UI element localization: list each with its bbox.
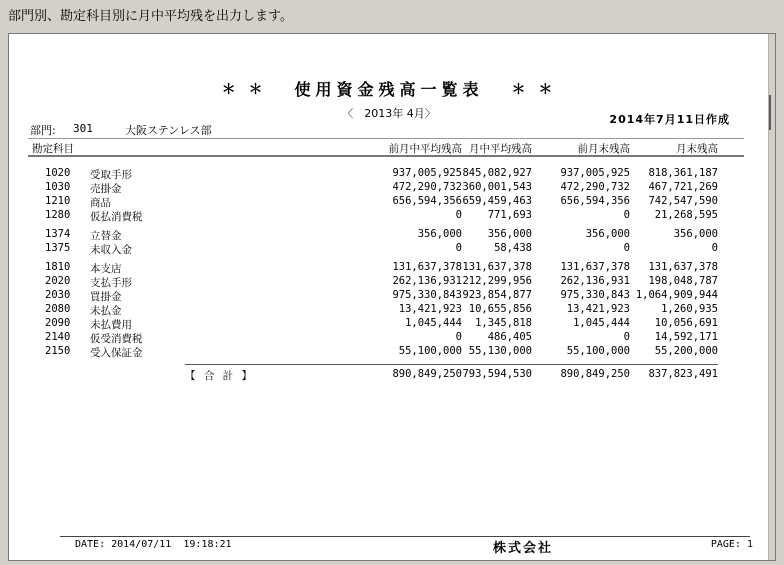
prev-month-end-balance: 0 xyxy=(623,242,630,254)
prev-month-avg-balance: 1,045,444 xyxy=(405,317,462,329)
prev-month-end-balance: 472,290,732 xyxy=(560,181,630,193)
prev-month-end-balance: 262,136,931 xyxy=(560,275,630,287)
account-code: 1810 xyxy=(45,261,71,273)
prev-month-end-balance: 1,045,444 xyxy=(573,317,630,329)
prev-month-avg-balance: 131,637,378 xyxy=(392,261,462,273)
month-avg-balance: 356,000 xyxy=(487,228,532,240)
month-end-balance: 356,000 xyxy=(673,228,718,240)
account-name: 未払金 xyxy=(90,305,122,317)
table-row xyxy=(10,167,768,181)
header-top-rule xyxy=(28,138,744,139)
prev-month-avg-balance: 262,136,931 xyxy=(392,275,462,287)
month-end-balance: 1,064,909,944 xyxy=(635,289,718,301)
prev-month-avg-balance: 0 xyxy=(455,242,462,254)
month-avg-balance: 1,345,818 xyxy=(475,317,532,329)
prev-month-avg-balance: 0 xyxy=(455,331,462,343)
month-end-balance: 467,721,269 xyxy=(648,181,718,193)
department-code: 301 xyxy=(73,122,93,135)
table-body xyxy=(10,167,768,359)
prev-month-avg-balance: 937,005,925 xyxy=(392,167,462,179)
month-end-balance: 1,260,935 xyxy=(661,303,718,315)
footer-rule xyxy=(60,536,750,537)
report-title-row xyxy=(10,77,768,100)
account-code: 2150 xyxy=(45,345,71,357)
account-name: 未収入金 xyxy=(90,244,132,256)
account-code: 1374 xyxy=(45,228,71,240)
table-row xyxy=(10,242,768,256)
prev-month-avg-balance: 656,594,356 xyxy=(392,195,462,207)
account-name: 仮受消費税 xyxy=(90,333,143,345)
footer-date: DATE: 2014/07/11 19:18:21 xyxy=(75,539,232,550)
month-avg-balance: 131,637,378 xyxy=(462,261,532,273)
prev-month-end-balance: 0 xyxy=(623,331,630,343)
footer-company: 株式会社 xyxy=(493,541,554,556)
account-name: 受入保証金 xyxy=(90,347,143,359)
total-prev-month-end: 890,849,250 xyxy=(560,368,630,380)
month-avg-balance: 360,001,543 xyxy=(462,181,532,193)
month-avg-balance: 659,459,463 xyxy=(462,195,532,207)
title-stars-left: ＊ ＊ xyxy=(221,81,267,98)
prev-month-end-balance: 0 xyxy=(623,209,630,221)
month-avg-balance: 923,854,877 xyxy=(462,289,532,301)
account-code: 1020 xyxy=(45,167,71,179)
month-end-balance: 131,637,378 xyxy=(648,261,718,273)
account-name: 受取手形 xyxy=(90,169,132,181)
account-code: 2080 xyxy=(45,303,71,315)
account-name: 未払費用 xyxy=(90,319,132,331)
account-name: 本支店 xyxy=(90,263,122,275)
table-row xyxy=(10,261,768,275)
report-page xyxy=(10,35,768,559)
prev-month-avg-balance: 975,330,843 xyxy=(392,289,462,301)
prev-month-end-balance: 356,000 xyxy=(585,228,630,240)
account-name: 売掛金 xyxy=(90,183,122,195)
month-avg-balance: 10,655,856 xyxy=(468,303,532,315)
prev-month-avg-balance: 55,100,000 xyxy=(398,345,462,357)
month-avg-balance: 486,405 xyxy=(487,331,532,343)
account-code: 1280 xyxy=(45,209,71,221)
table-row xyxy=(10,181,768,195)
account-name: 仮払消費税 xyxy=(90,211,143,223)
column-header-month-avg: 月中平均残高 xyxy=(469,143,532,155)
month-avg-balance: 58,438 xyxy=(494,242,532,254)
footer-page: PAGE: 1 xyxy=(710,539,753,550)
prev-month-end-balance: 656,594,356 xyxy=(560,195,630,207)
month-end-balance: 0 xyxy=(711,242,718,254)
month-end-balance: 198,048,787 xyxy=(648,275,718,287)
month-end-balance: 21,268,595 xyxy=(654,209,718,221)
table-header-row xyxy=(10,141,768,155)
month-avg-balance: 845,082,927 xyxy=(462,167,532,179)
report-title: 使用資金残高一覧表 xyxy=(294,80,484,99)
title-stars-right: ＊ ＊ xyxy=(511,81,557,98)
account-code: 2030 xyxy=(45,289,71,301)
prev-month-avg-balance: 13,421,923 xyxy=(398,303,462,315)
header-bottom-rule xyxy=(28,155,744,157)
account-code: 2020 xyxy=(45,275,71,287)
column-header-prev-month-end: 前月末残高 xyxy=(577,143,630,155)
total-month-avg: 793,594,530 xyxy=(462,368,532,380)
column-header-account: 勘定科目 xyxy=(32,143,74,155)
month-end-balance: 55,200,000 xyxy=(654,345,718,357)
account-code: 1210 xyxy=(45,195,71,207)
column-header-prev-month-avg: 前月中平均残高 xyxy=(388,143,462,155)
created-date: 2014年7月11日作成 xyxy=(609,113,730,126)
month-avg-balance: 212,299,956 xyxy=(462,275,532,287)
prev-month-end-balance: 975,330,843 xyxy=(560,289,630,301)
account-code: 1030 xyxy=(45,181,71,193)
prev-month-avg-balance: 0 xyxy=(455,209,462,221)
page-side-gap xyxy=(768,34,775,560)
table-row xyxy=(10,228,768,242)
account-name: 商品 xyxy=(90,197,111,209)
scrollbar-mark xyxy=(769,95,771,130)
table-row xyxy=(10,345,768,359)
column-header-month-end: 月末残高 xyxy=(676,143,718,155)
prev-month-avg-balance: 472,290,732 xyxy=(392,181,462,193)
month-avg-balance: 55,130,000 xyxy=(468,345,532,357)
month-end-balance: 14,592,171 xyxy=(654,331,718,343)
total-prev-month-avg: 890,849,250 xyxy=(392,368,462,380)
month-avg-balance: 771,693 xyxy=(487,209,532,221)
account-name: 支払手形 xyxy=(90,277,132,289)
account-code: 1375 xyxy=(45,242,71,254)
table-row xyxy=(10,275,768,289)
department-label: 部門: xyxy=(30,124,56,137)
prev-month-end-balance: 55,100,000 xyxy=(566,345,630,357)
report-period: 〈 2013年 4月〉 xyxy=(342,107,436,120)
account-name: 立替金 xyxy=(90,230,122,242)
table-row xyxy=(10,303,768,317)
prev-month-end-balance: 131,637,378 xyxy=(560,261,630,273)
month-end-balance: 818,361,187 xyxy=(648,167,718,179)
month-end-balance: 742,547,590 xyxy=(648,195,718,207)
account-name: 買掛金 xyxy=(90,291,122,303)
table-row xyxy=(10,331,768,345)
total-row xyxy=(10,368,768,382)
report-preview-panel xyxy=(8,33,776,561)
table-row xyxy=(10,209,768,223)
account-code: 2090 xyxy=(45,317,71,329)
total-month-end: 837,823,491 xyxy=(648,368,718,380)
table-row xyxy=(10,195,768,209)
total-top-rule xyxy=(185,364,718,365)
department-name: 大阪ステンレス部 xyxy=(125,124,212,137)
month-end-balance: 10,056,691 xyxy=(654,317,718,329)
prev-month-avg-balance: 356,000 xyxy=(417,228,462,240)
prev-month-end-balance: 937,005,925 xyxy=(560,167,630,179)
table-row xyxy=(10,317,768,331)
instruction-text: 部門別、勘定科目別に月中平均残を出力します。 xyxy=(8,9,293,24)
account-code: 2140 xyxy=(45,331,71,343)
table-row xyxy=(10,289,768,303)
prev-month-end-balance: 13,421,923 xyxy=(566,303,630,315)
department-row xyxy=(10,122,768,135)
total-label: 【 合 計 】 xyxy=(185,370,253,382)
